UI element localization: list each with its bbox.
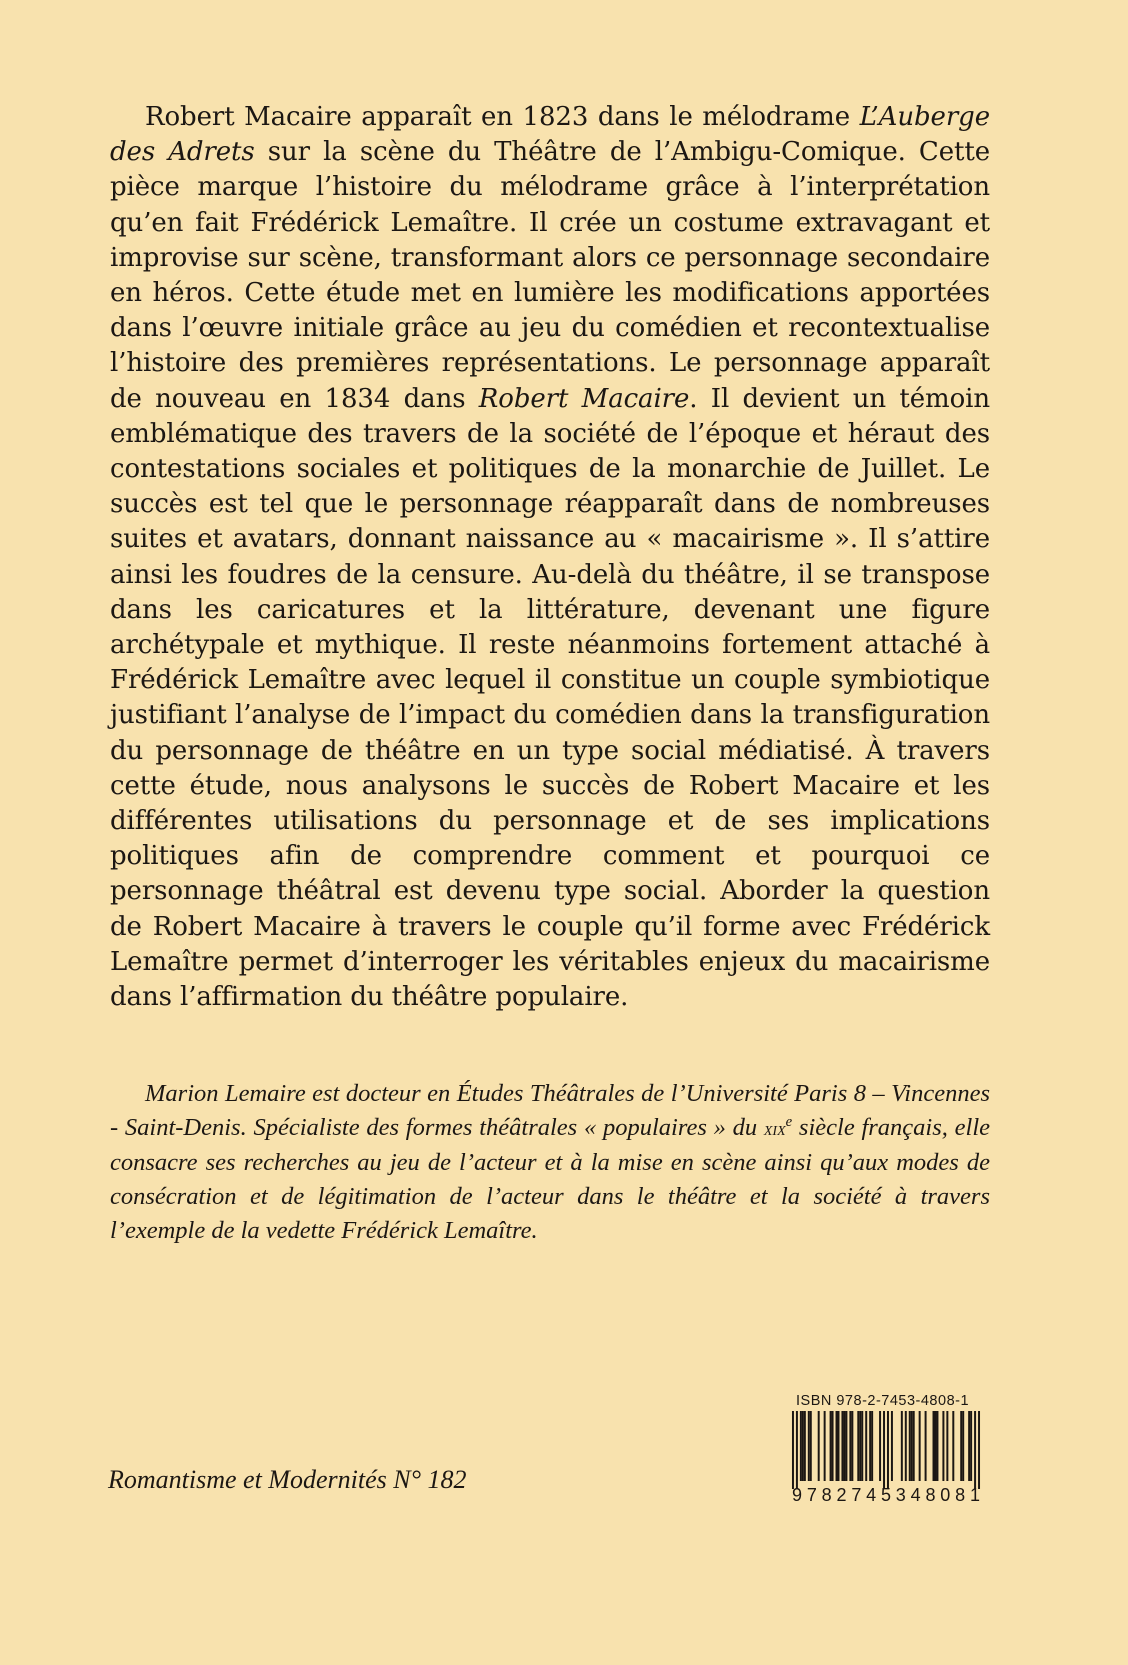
barcode-bar: [792, 1411, 794, 1489]
barcode-bar: [905, 1411, 907, 1481]
barcode-bar: [865, 1411, 867, 1481]
barcode-bar: [919, 1411, 921, 1481]
barcode-bar: [851, 1411, 853, 1481]
barcode-bar: [901, 1411, 903, 1481]
barcode-digit: 7: [851, 1485, 862, 1505]
barcode-digit: 1: [969, 1485, 980, 1505]
barcode-digits: [790, 1485, 982, 1506]
barcode-bar: [861, 1411, 863, 1481]
barcode-bar: [857, 1411, 859, 1481]
barcode-bar: [871, 1411, 873, 1481]
barcode-bar: [936, 1411, 938, 1481]
barcode-bars: [790, 1411, 982, 1489]
barcode-bar: [859, 1411, 861, 1481]
barcode-bar: [909, 1411, 911, 1481]
barcode-digit: 8: [925, 1485, 936, 1505]
barcode-bar: [891, 1411, 893, 1481]
barcode-bar: [883, 1411, 885, 1489]
barcode-bar: [802, 1411, 804, 1481]
barcode-bar: [970, 1411, 972, 1481]
synopsis-text: . Il devient un témoin emblématique des travers de la société de l’époque et héraut des contestations sociales et politiques de la monarchie de Juillet. Le succès est tel que le personnage réapparaît dans de nombreuses suites et avatars, donnant naissance au « macairisme ». Il s’attire ainsi les foudres de la censure. Au-delà du théâtre, il se transpose dans les caricatures et la littérature, devenant une figure archétypale et mythique. Il reste néanmoins fortement attaché à Frédérick Lemaître avec lequel il constitue un couple symbiotique justifiant l’analyse de l’impact du comédien dans la transfiguration du personnage de théâtre en un type social médiatisé. À travers cette étude, nous analysons le succès de Robert Macaire et les différentes utilisations du personnage et de ses implications politiques afin de comprendre comment et pourquoi ce personnage théâtral est devenu type social. Aborder la question de Robert Macaire à travers le couple qu’il forme avec Frédérick Lemaître permet d’interroger les véritables enjeux du macairisme dans l’affirmation du théâtre populaire.: [110, 383, 990, 1013]
barcode-bar: [830, 1411, 832, 1481]
work-title-auberge: L’Auberge des Adrets: [110, 102, 990, 168]
bio-text: Marion Lemaire est docteur en Études Théâtrales de l’Université Paris 8 – Vincennes - Saint-Denis. Spécialiste des formes théâtrales « populaires » du: [110, 1080, 990, 1141]
barcode-bar: [942, 1411, 944, 1481]
barcode-bar: [933, 1411, 935, 1481]
barcode-digit: 7: [806, 1485, 817, 1505]
series-label: Romantisme et Modernités N° 182: [108, 1465, 467, 1494]
barcode-bar: [808, 1411, 810, 1481]
barcode-bar: [804, 1411, 806, 1481]
barcode-bar: [800, 1411, 802, 1481]
barcode-bar: [934, 1411, 936, 1481]
barcode-digit: 3: [895, 1485, 906, 1505]
barcode-bar: [849, 1411, 851, 1481]
synopsis-text: Robert Macaire apparaît en 1823 dans le mélodrame: [145, 102, 860, 132]
barcode-bar: [960, 1411, 962, 1481]
barcode-digit: 4: [910, 1485, 921, 1505]
barcode-bar: [843, 1411, 845, 1481]
barcode-bar: [810, 1411, 812, 1481]
barcode-bar: [836, 1411, 838, 1481]
barcode-bar: [911, 1411, 913, 1481]
barcode-bar: [962, 1411, 964, 1481]
isbn-label: ISBN 978-2-7453-4808-1: [796, 1393, 970, 1409]
bio-text: siècle français, elle consacre ses recherches au jeu de l’acteur et à la mise en scène ainsi qu’aux modes de consécration et de légitimation de l’acteur dans le théâtre et la société à travers l’exemple de la vedette Frédérick Lemaître.: [110, 1114, 990, 1244]
barcode-bar: [869, 1411, 871, 1481]
barcode-digit: 5: [880, 1485, 891, 1505]
barcode-bar: [841, 1411, 843, 1481]
barcode-bar: [879, 1411, 881, 1481]
barcode-bar: [838, 1411, 840, 1481]
barcode-bar: [913, 1411, 915, 1481]
work-title-robert-macaire: Robert Macaire: [478, 383, 690, 414]
barcode-digit: 4: [866, 1485, 877, 1505]
barcode-bar: [824, 1411, 826, 1481]
barcode-bar: [968, 1411, 970, 1481]
synopsis-text: sur la scène du Théâtre de l’Ambigu-Comique. Cette pièce marque l’histoire du mélodrame grâce à l’interprétation qu’en fait Frédérick Lemaître. Il crée un costume extravagant et improvise sur scène, transformant alors ce personnage secondaire en héros. Cette étude met en lumière les modifications apportées dans l’œuvre initiale grâce au jeu du comédien et recontextualise l’histoire des premières représentations. Le personnage apparaît de nouveau en 1834 dans: [110, 137, 990, 414]
barcode-bar: [845, 1411, 847, 1481]
century-superscript: e: [785, 1113, 793, 1130]
barcode-bar: [887, 1411, 889, 1489]
author-bio: [110, 1077, 990, 1248]
barcode-bar: [832, 1411, 834, 1481]
barcode-bar: [974, 1411, 976, 1489]
barcode-digit: 8: [955, 1485, 966, 1505]
barcode-digit: 9: [792, 1485, 803, 1505]
barcode-bar: [946, 1411, 948, 1481]
synopsis-paragraph: [110, 100, 990, 1015]
isbn-barcode: [790, 1393, 982, 1506]
barcode-bar: [978, 1411, 980, 1489]
barcode-digit: 8: [821, 1485, 832, 1505]
century-numeral: xix: [763, 1118, 786, 1140]
barcode-bar: [818, 1411, 820, 1481]
barcode-bar: [952, 1411, 954, 1481]
barcode-bar: [925, 1411, 927, 1481]
barcode-digit: 2: [836, 1485, 847, 1505]
barcode-bar: [796, 1411, 798, 1489]
barcode-digit: 0: [940, 1485, 951, 1505]
